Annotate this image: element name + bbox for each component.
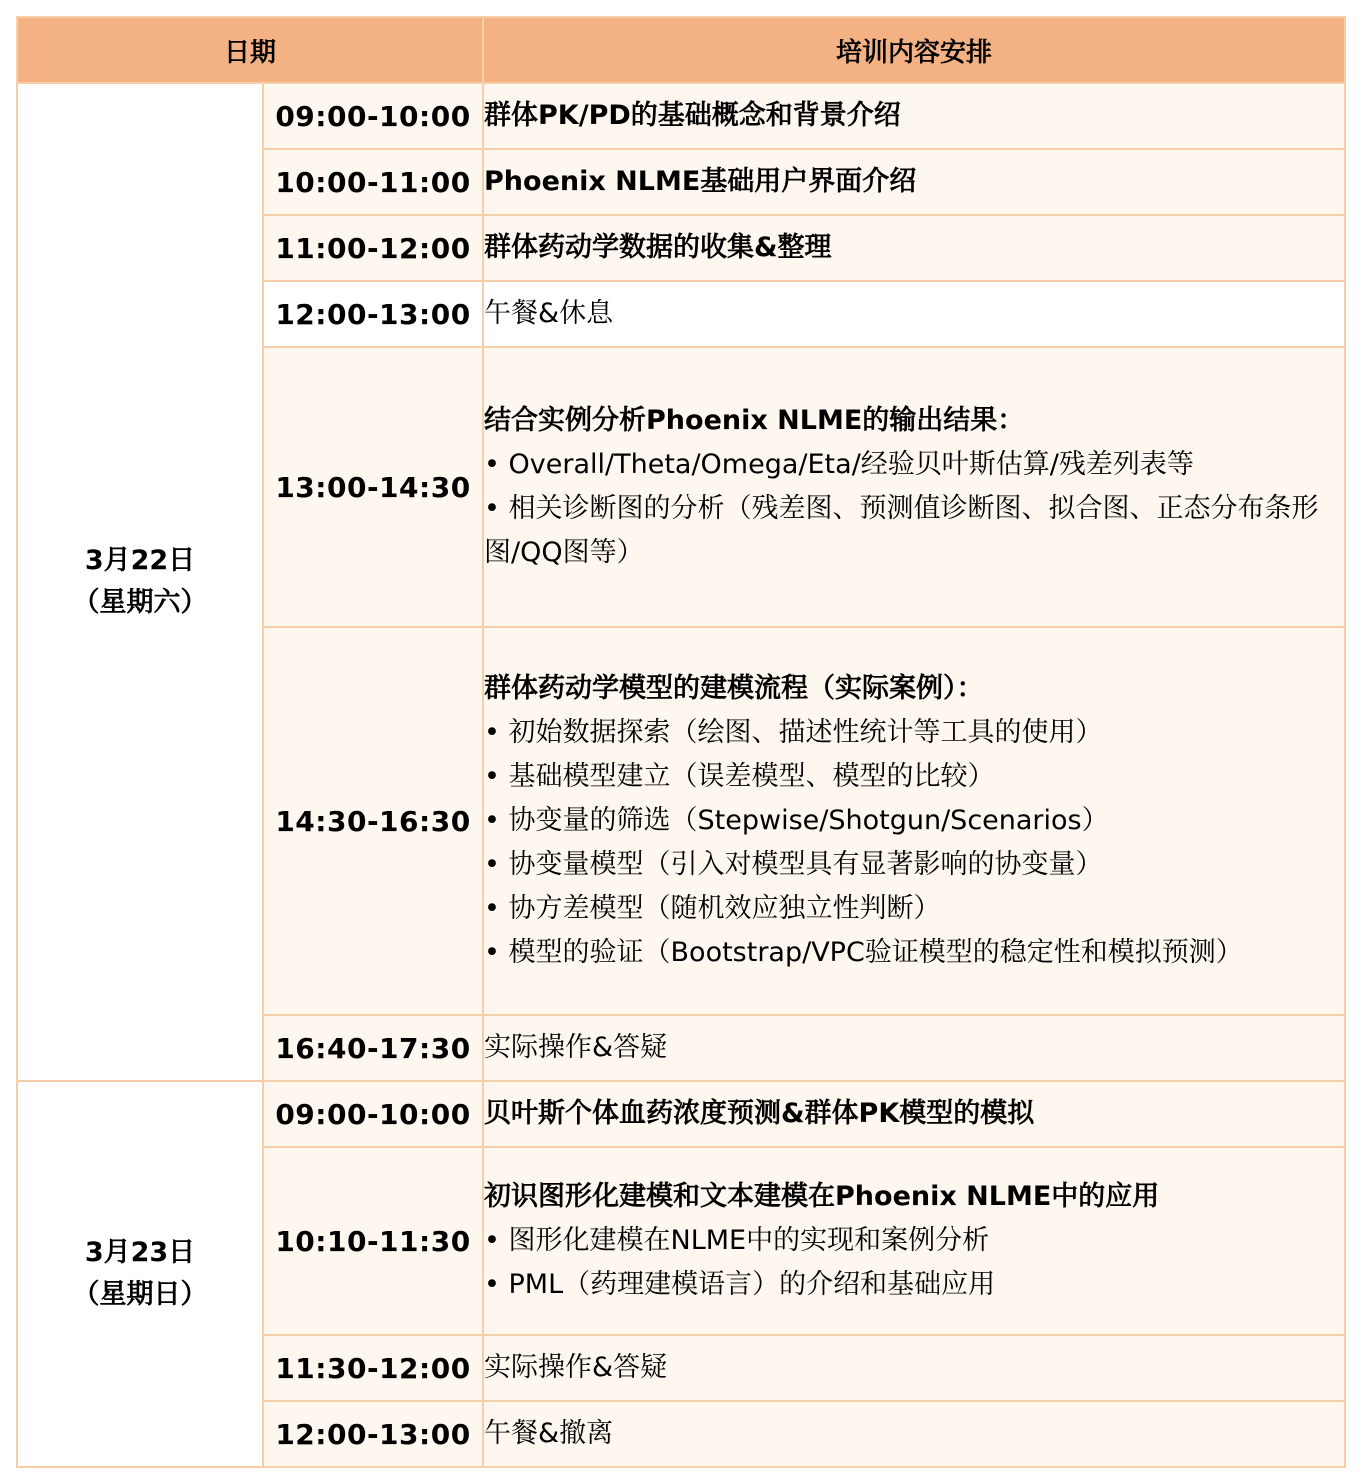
session-item: • 初始数据探索（绘图、描述性统计等工具的使用） (484, 717, 1103, 748)
schedule-body (17, 83, 1345, 1467)
session-title: 群体药动学数据的收集&整理 (484, 232, 832, 263)
session-content (483, 1081, 1345, 1147)
day-date-cell (17, 1081, 263, 1467)
header-date: 日期 (17, 17, 483, 83)
session-item: • PML（药理建模语言）的介绍和基础应用 (484, 1269, 996, 1300)
session-time: 09:00-10:00 (263, 83, 483, 149)
session-title: 实际操作&答疑 (484, 1352, 668, 1383)
session-time: 09:00-10:00 (263, 1081, 483, 1147)
session-title: 结合实例分析Phoenix NLME的输出结果： (484, 405, 1025, 436)
session-content (483, 627, 1345, 1015)
session-content (483, 83, 1345, 149)
day-date: 3月23日 (84, 1237, 196, 1268)
header-row (17, 17, 1345, 83)
session-item: • 模型的验证（Bootstrap/VPC验证模型的稳定性和模拟预测） (484, 937, 1243, 968)
session-item: • 基础模型建立（误差模型、模型的比较） (484, 761, 995, 792)
session-content (483, 149, 1345, 215)
session-item: • 相关诊断图的分析（残差图、预测值诊断图、拟合图、正态分布条形图/QQ图等） (484, 493, 1319, 568)
session-item: • 图形化建模在NLME中的实现和案例分析 (484, 1225, 990, 1256)
header-content: 培训内容安排 (483, 17, 1345, 83)
session-row (17, 83, 1345, 149)
session-title: 群体PK/PD的基础概念和背景介绍 (484, 100, 901, 131)
session-item: • 协变量的筛选（Stepwise/Shotgun/Scenarios） (484, 805, 1109, 836)
session-time: 12:00-13:00 (263, 1401, 483, 1467)
session-title: 初识图形化建模和文本建模在Phoenix NLME中的应用 (484, 1181, 1160, 1212)
session-title: 午餐&休息 (484, 298, 614, 329)
session-title: Phoenix NLME基础用户界面介绍 (484, 166, 917, 197)
session-title: 实际操作&答疑 (484, 1032, 668, 1063)
session-time: 12:00-13:00 (263, 281, 483, 347)
training-schedule-table (16, 16, 1346, 1468)
session-time: 14:30-16:30 (263, 627, 483, 1015)
session-row (17, 1081, 1345, 1147)
day-weekday: （星期六） (72, 587, 208, 618)
session-content (483, 347, 1345, 627)
day-weekday: （星期日） (72, 1279, 208, 1310)
session-time: 13:00-14:30 (263, 347, 483, 627)
session-item: • 协变量模型（引入对模型具有显著影响的协变量） (484, 849, 1103, 880)
session-content (483, 1015, 1345, 1081)
session-item: • 协方差模型（随机效应独立性判断） (484, 893, 941, 924)
session-content (483, 1401, 1345, 1467)
session-content (483, 215, 1345, 281)
day-date: 3月22日 (84, 545, 196, 576)
session-time: 11:30-12:00 (263, 1335, 483, 1401)
session-time: 10:00-11:00 (263, 149, 483, 215)
session-content (483, 281, 1345, 347)
session-time: 10:10-11:30 (263, 1147, 483, 1335)
session-title: 贝叶斯个体血药浓度预测&群体PK模型的模拟 (484, 1098, 1035, 1129)
session-item: • Overall/Theta/Omega/Eta/经验贝叶斯估算/残差列表等 (484, 449, 1194, 480)
session-content (483, 1147, 1345, 1335)
session-title: 群体药动学模型的建模流程（实际案例）： (484, 673, 984, 704)
session-time: 16:40-17:30 (263, 1015, 483, 1081)
day-date-cell (17, 83, 263, 1081)
session-title: 午餐&撤离 (484, 1418, 614, 1449)
session-time: 11:00-12:00 (263, 215, 483, 281)
session-content (483, 1335, 1345, 1401)
